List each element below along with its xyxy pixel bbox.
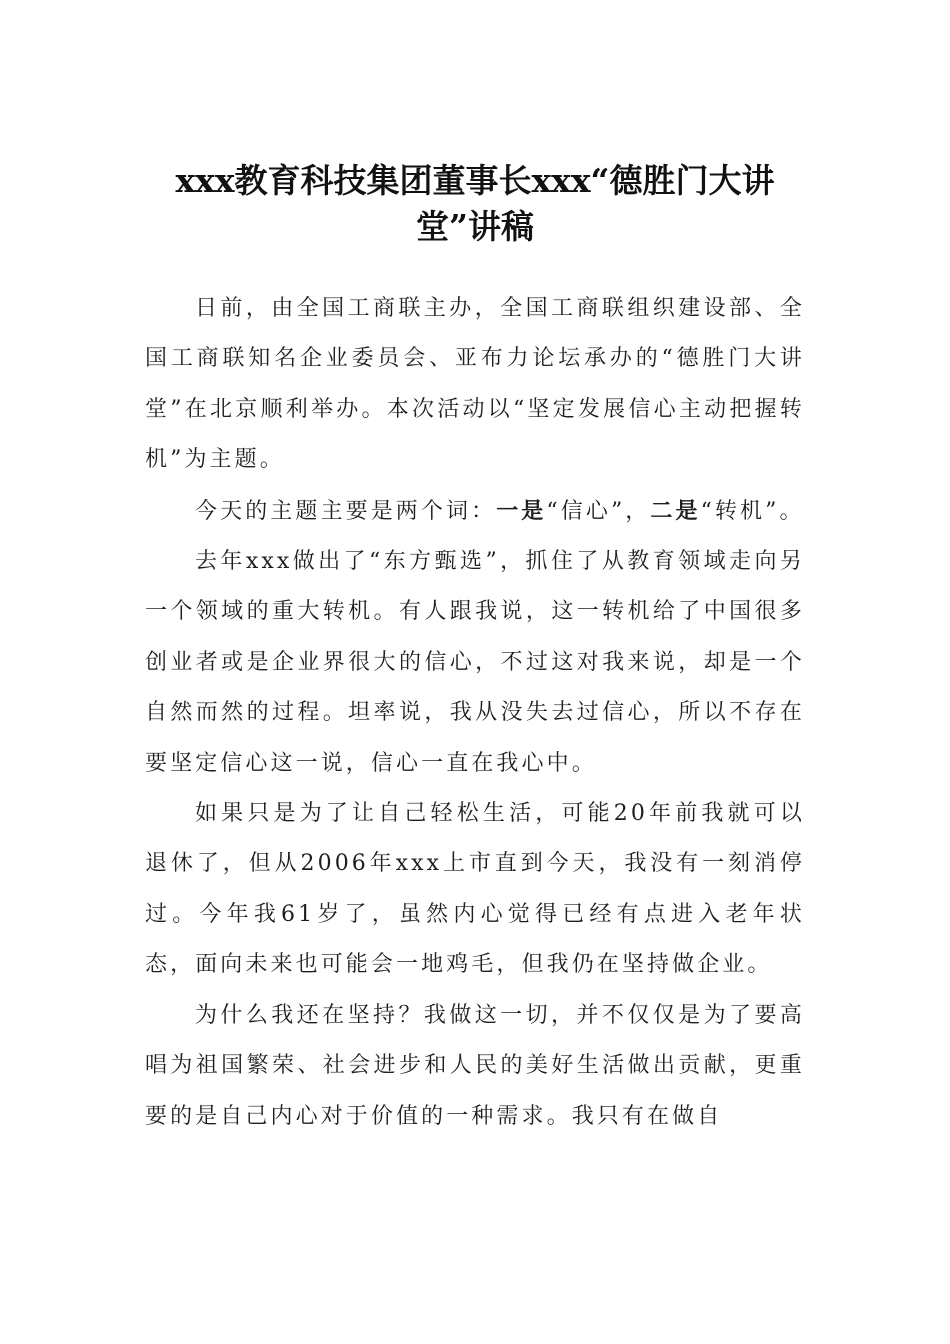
theme-second-word: “转机”。 <box>700 498 805 524</box>
paragraph-persistence: 如果只是为了让自己轻松生活，可能20年前我就可以退休了，但从2006年xxx上市直到今天，我没有一刻消停过。今年我61岁了，虽然内心觉得已经有点进入老年状态，面向未来也可能会一地鸡毛，但我仍在坚持做企业。 <box>145 801 805 978</box>
theme-second-marker: 二是 <box>650 497 701 524</box>
theme-first-marker: 一是 <box>496 497 547 524</box>
paragraph-theme <box>145 486 805 537</box>
paragraph-event-intro: 日前，由全国工商联主办，全国工商联组织建设部、全国工商联知名企业委员会、亚布力论坛承办的“德胜门大讲堂”在北京顺利举办。本次活动以“坚定发展信心主动把握转机”为主题。 <box>145 296 805 473</box>
document-body <box>145 284 805 1142</box>
document-title: xxx教育科技集团董事长xxx“德胜门大讲堂”讲稿 <box>175 161 775 246</box>
theme-first-word: “信心”， <box>546 498 651 524</box>
paragraph-turning-point: 去年xxx做出了“东方甄选”，抓住了从教育领域走向另一个领域的重大转机。有人跟我说，这一转机给了中国很多创业者或是企业界很大的信心，不过这对我来说，却是一个自然而然的过程。坦率说，我从没失去过信心，所以不存在要坚定信心这一说，信心一直在我心中。 <box>145 549 805 776</box>
paragraph-why-persist: 为什么我还在坚持？我做这一切，并不仅仅是为了要高唱为祖国繁荣、社会进步和人民的美好生活做出贡献，更重要的是自己内心对于价值的一种需求。我只有在做自 <box>145 1002 805 1129</box>
theme-intro-text: 今天的主题主要是两个词： <box>195 498 497 524</box>
